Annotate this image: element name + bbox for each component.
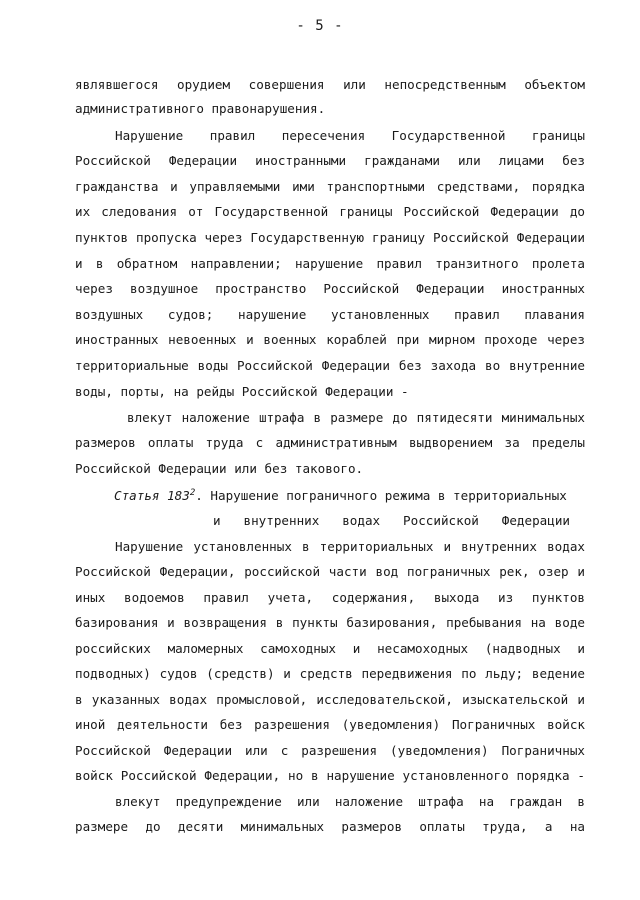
sanction-start-line: влекут наложение штрафа в размере до пятидесяти минимальных — [127, 410, 585, 425]
article-title: . Нарушение пограничного режима в территориальных — [195, 488, 567, 503]
sanction-start-line: влекут предупреждение или наложение штрафа на граждан в — [115, 794, 585, 809]
text-line: подводных) судов (средств) и средств передвижения по льду; ведение — [75, 666, 585, 681]
text-line: иной деятельности без разрешения (уведомления) Пограничных войск — [75, 717, 585, 732]
text-line: гражданства и управляемыми ими транспортными средствами, порядка — [75, 179, 585, 194]
text-line: Российской Федерации, российской части вод пограничных рек, озер и — [75, 564, 585, 579]
text-line: российских маломерных самоходных и несамоходных (надводных и — [75, 641, 585, 656]
article-heading — [114, 487, 585, 505]
article-heading-continuation: и внутренних водах Российской Федерации — [213, 513, 570, 528]
text-line: Российской Федерации иностранными гражданами или лицами без — [75, 153, 585, 168]
text-line: через воздушное пространство Российской Федерации иностранных — [75, 281, 585, 296]
text-line: в указанных водах промысловой, исследовательской, изыскательской и — [75, 692, 585, 707]
text-line: Российской Федерации или без такового. — [75, 461, 364, 476]
paragraph-start-line: Нарушение установленных в территориальных и внутренних водах — [115, 539, 585, 554]
text-line: размере до десяти минимальных размеров оплаты труда, а на — [75, 819, 585, 834]
article-number: Статья $183^2$ — [114, 488, 196, 503]
text-line: иных водоемов правил учета, содержания, выхода из пунктов — [75, 590, 585, 605]
text-line: являвшегося орудием совершения или непосредственным объектом — [75, 77, 585, 92]
page-number: - 5 - — [296, 18, 344, 34]
text-line: пунктов пропуска через Государственную границу Российской Федерации — [75, 230, 585, 245]
article-superscript: 2 — [189, 488, 196, 498]
text-line: Российской Федерации или с разрешения (уведомления) Пограничных — [75, 743, 585, 758]
text-line: территориальные воды Российской Федерации без захода во внутренние — [75, 358, 585, 373]
text-line: их следования от Государственной границы Российской Федерации до — [75, 204, 585, 219]
text-line: административного правонарушения. — [75, 101, 326, 116]
text-line: войск Российской Федерации, но в нарушение установленного порядка - — [75, 768, 585, 783]
paragraph-start-line: Нарушение правил пересечения Государственной границы — [115, 128, 585, 143]
text-line: базирования и возвращения в пункты базирования, пребывания на воде — [75, 615, 585, 630]
text-line: и в обратном направлении; нарушение правил транзитного пролета — [75, 256, 585, 271]
text-line: иностранных невоенных и военных кораблей при мирном проходе через — [75, 332, 585, 347]
text-line: воды, порты, на рейды Российской Федерации - — [75, 384, 409, 399]
text-line: воздушных судов; нарушение установленных правил плавания — [75, 307, 585, 322]
text-line: размеров оплаты труда с административным выдворением за пределы — [75, 435, 585, 450]
